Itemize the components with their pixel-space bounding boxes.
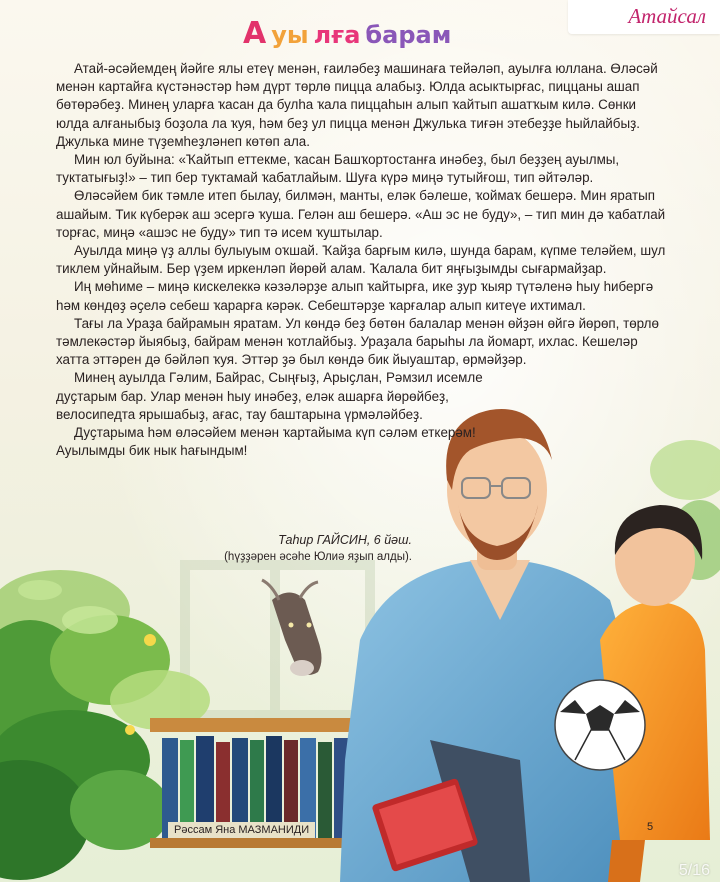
- article-paragraph: Тағы ла Ураҙа байрамын яратам. Ул көндә беҙ бөтөн балалар менән өйҙән өйгә йөрөп, төрлө тәмлекәстәр йыябыҙ, байрам менән ҡотлайбыҙ. Ураҙала барыһы ла йомарт, ихлас. Кешеләр хатта эттәрен дә бәйләп ҡуя. Эттәр ҙә был көндә бик йыуаштар, өрмәйҙәр.: [56, 315, 659, 368]
- article-paragraph: Ауылда миңә үҙ аллы булыуым оҡшай. Ҡайҙа барғым килә, шунда барам, күпме теләйем, шул тиклем уйнайым. Бер үҙем иркенләп йөрөй алам. Ҡалала бит яңғыҙымды сығармайҙар.: [56, 243, 666, 277]
- section-label-text: Атайсал: [628, 4, 706, 28]
- illustrator-credit: Рәссам Яна МАЗМАНИДИ: [168, 822, 315, 838]
- page-counter: 5/16: [678, 862, 710, 879]
- article-paragraph: Дуҫтарыма һәм өләсәйем менән ҡартайыма күп сәләм еткерәм! Ауылымды бик нык һағындым!: [56, 425, 476, 459]
- author-note: (һүҙҙәрен әсәһе Юлиә яҙып алды).: [224, 551, 412, 563]
- title-part-4: барам: [365, 21, 452, 49]
- article-paragraph: Өләсәйем бик тәмле итеп былау, билмән, манты, eләк бәлеше, ҡоймаҡ бешерә. Мин яратып ашайым. Тик күберәк аш эсергә ҡуша. Гелән аш бешерә. «Аш эс не буду», – тип мин дә ҡабатлай торғас, миңә «ашэс не буду» тип тә исем ҡуштылар.: [56, 188, 666, 240]
- article-body: [56, 60, 666, 460]
- article-paragraph: Минең ауылда Гәлим, Байрас, Сыңғыҙ, Арыҫлан, Рәмзил исемле дуҫтарым бар. Улар менән һыу инәбеҙ, eләк ашарға йөрөйбеҙ, велосипедта ярышабыҙ, ағас, тау баштарына үрмәләйбеҙ.: [56, 370, 483, 422]
- author-name: Таһир ГАЙСИН, 6 йәш.: [278, 533, 412, 547]
- author-signature: [224, 532, 412, 565]
- article-paragraph: Иң мөһиме – миңә кискелеккә кәзәләрҙе алып ҡайтырға, ике ҙур ҡыяр түтәленә һыу һибергә һәм көндөҙ әҫелә себеш ҡарарға кәрәк. Себештәрҙе ҡарғалар алып китеүе ихтимал.: [56, 279, 654, 313]
- article-paragraph: Мин юл буйына: «Ҡайтып еттекме, ҡасан Башҡортостанға инәбеҙ, был беҙҙең ауылмы, туктатығыҙ!» – тип бер туктамай ҡабатлайым. Шуға күрә миңә тутыйғош, тип әйтәләр.: [56, 152, 620, 186]
- title-part-1: А: [243, 16, 267, 51]
- title-part-3: лға: [313, 21, 361, 49]
- section-label: [568, 0, 720, 34]
- article-title: [243, 16, 451, 56]
- article-paragraph: Атай-әсәйемдең йәйге ялы етеү менән, ғаиләбеҙ машинаға тейәләп, ауылға юллана. Өләсәй менән картайға күстәнәстәр һәм дүрт төрлө пицца алабыҙ. Юлда асыктырғас, пиццаны ашап бөтөрәбеҙ. Минең уларға ҡасан да булһа ҡала пиццаһын алып ҡайтып ашатҡым килә. Сөнки юлда алғаныбыҙ боҙола ла ҡуя, һәм беҙ ул пицца менән Джулька тиғән этебеҙҙе һыйлайбыҙ. Джулька мине түҙемһеҙләнеп көтөп ала.: [56, 61, 658, 149]
- title-part-2: уы: [271, 21, 309, 49]
- page-number: 5: [647, 821, 654, 833]
